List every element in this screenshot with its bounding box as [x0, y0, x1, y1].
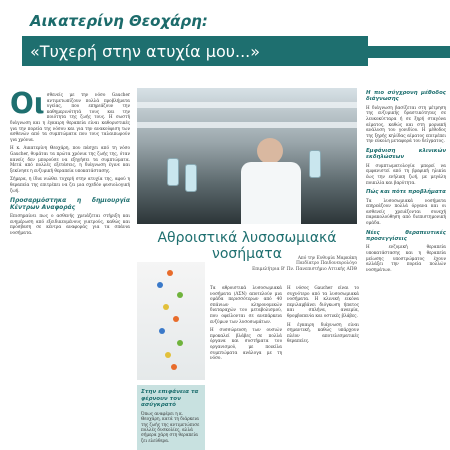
- dna-dot: [167, 270, 173, 276]
- left-paragraph-2: Η κ. Αικατερίνη Θεοχάρη, που πάσχει από τη νόσο Gaucher, θυμάται τα πρώτα χρόνια της ζωής της, όταν κανείς δεν μπορούσε να εξηγήσει τα συμπτώματα. Μετά από πολλές εξετάσεις, η διάγνωση έγινε και ξεκίνησε η ενζυμική θεραπεία υποκατάστασης.: [10, 145, 130, 173]
- mid2-paragraph-1: Η νόσος Gaucher είναι το συχνότερο από τα λυσοσωμιακά νοσήματα. Η κλινική εικόνα περιλαμβάνει διόγκωση ήπατος και σπλήνα, αναιμία, θρομβοπενία και οστικές βλάβες.: [287, 285, 359, 318]
- sidebar-box: [137, 385, 205, 450]
- dna-dot: [163, 304, 169, 310]
- article-title: Αθροιστικά λυσοσωμιακά νοσήματα: [157, 230, 337, 262]
- right-text-therapy: Η ενζυμική θεραπεία υποκατάστασης και η θεραπεία μείωσης υποστρώματος έχουν αλλάξει την πορεία πολλών νοσημάτων.: [366, 244, 446, 272]
- dna-dot: [171, 364, 177, 370]
- dna-dot: [177, 340, 183, 346]
- sidebar-title: Στην επιφάνεια τα φέρνουν τον ασύγκρατό: [141, 389, 199, 409]
- mid1-paragraph-2: Η συσσώρευση των ουσιών προκαλεί βλάβες σε πολλά όργανα και συστήματα του οργανισμού, με ποικίλα συμπτώματα ανάλογα με τη νόσο.: [210, 327, 282, 361]
- left-subheading: Προσαρμόστηκα η δημιουργία Κέντρων Αναφοράς: [10, 197, 130, 212]
- byline-author: Από την Ευθυμία Μαρκάκη: [297, 256, 357, 261]
- lab-shelf: [137, 102, 357, 108]
- right-text-symptoms: Η συμπτωματολογία μπορεί να εμφανιστεί από τη βρεφική ηλικία έως την ενήλικη ζωή, με μεγάλη ποικιλία και βαρύτητα.: [366, 162, 446, 185]
- dna-dot: [159, 328, 165, 334]
- middle-column-1: [210, 285, 282, 361]
- article-byline: [222, 256, 357, 272]
- flask-shape: [185, 164, 197, 192]
- flask-shape: [167, 158, 179, 186]
- left-paragraph-3: Σήμερα, η ίδια νιώθει τυχερή στην ατυχία της, αφού η θεραπεία της επιτρέπει να ζει μια σχεδόν φυσιολογική ζωή.: [10, 176, 130, 193]
- right-heading-symptoms: Εμφάνιση κλινικών εκδηλώσεων: [366, 147, 446, 161]
- interview-headline: «Τυχερή στην ατυχία μου...»: [22, 36, 368, 66]
- lab-shelf: [137, 122, 357, 128]
- dna-dot: [177, 292, 183, 298]
- right-heading-diagnosis: Η πιο σύγχρονη μέθοδος διάγνωσης: [366, 90, 446, 103]
- right-text-problems: Τα λυσοσωμιακά νοσήματα επηρεάζουν πολλά όργανα και οι ασθενείς χρειάζονται συνεχή παρακολούθηση από διεπιστημονική ομάδα.: [366, 197, 446, 225]
- left-paragraph-1: σθενείς με την νόσο Gaucher αντιμετωπίζουν πολλά προβλήματα υγείας, που επηρεάζουν την καθημερινότητά τους και την ποιότητα της ζωής τους. Η σωστή διάγνωση και η έγκαιρη θεραπεία είναι καθοριστικές για την πορεία της νόσου και για την ανακούφιση των ασθενών από τα συμπτώματα που τους ταλαιπωρούν για χρόνια.: [10, 92, 130, 142]
- byline-role: Παιδίατρο Παιδονευρολόγο: [296, 261, 357, 267]
- dna-dot: [157, 282, 163, 288]
- laboratory-photo: [137, 88, 357, 224]
- dna-dot: [173, 316, 179, 322]
- mid1-paragraph-1: Τα αθροιστικά λυσοσωμιακά νοσήματα (ΛΣΝ) αποτελούν μια ομάδα περισσότερων από 40 σπάνιων κληρονομικών διαταραχών του μεταβολισμού, που οφείλονται σε ανεπάρκεια ενζύμων των λυσοσωμάτων.: [210, 285, 282, 324]
- dropcap: Οι: [10, 87, 45, 120]
- left-column: [10, 87, 130, 235]
- scientist-coat: [241, 162, 301, 224]
- right-heading-problems: Πώς και πότε προβλήματα: [366, 189, 446, 196]
- dna-dot: [165, 352, 171, 358]
- right-text-diagnosis: Η διάγνωση βασίζεται στη μέτρηση της ενζυμικής δραστικότητας σε λευκοκύτταρα ή σε ξηρή σταγόνα αίματος, καθώς και στη μοριακή ανάλυση του γονιδίου. Η μέθοδος της ξηρής κηλίδας αίματος επιτρέπει την εύκολη μεταφορά του δείγματος.: [366, 104, 446, 144]
- right-column: [366, 86, 446, 272]
- flask-shape: [309, 150, 321, 178]
- dna-illustration: [137, 262, 205, 380]
- scientist-head: [257, 138, 283, 164]
- byline-affiliation: Επιμελήτρια Β' Πν. Πανεπιστήμιο Αττικής ΑΠΘ: [252, 266, 357, 272]
- sidebar-text: Όπως αναφέρει η κ. Θεοχάρη, κατά τη διάρκεια της ζωής της αντιμετώπισε πολλές δυσκολίες, αλλά σήμερα χάρη στη θεραπεία ζει ελεύθερα.: [141, 410, 200, 443]
- header-band: [360, 46, 450, 58]
- right-heading-therapy: Νέες θεραπευτικές προσεγγίσεις: [366, 229, 446, 242]
- mid2-paragraph-2: Η έγκαιρη διάγνωση είναι σημαντική, καθώς υπάρχουν πλέον αποτελεσματικές θεραπείες.: [287, 321, 359, 344]
- interview-kicker: Αικατερίνη Θεοχάρη:: [30, 12, 208, 30]
- middle-column-2: [287, 285, 359, 344]
- left-paragraph-4: Επισημαίνει πως ο ασθενής χρειάζεται στήριξη και ενημέρωση από εξειδικευμένους γιατρούς, καθώς και πρόσβαση σε κέντρα αναφοράς για τα σπάνια νοσήματα.: [10, 213, 130, 235]
